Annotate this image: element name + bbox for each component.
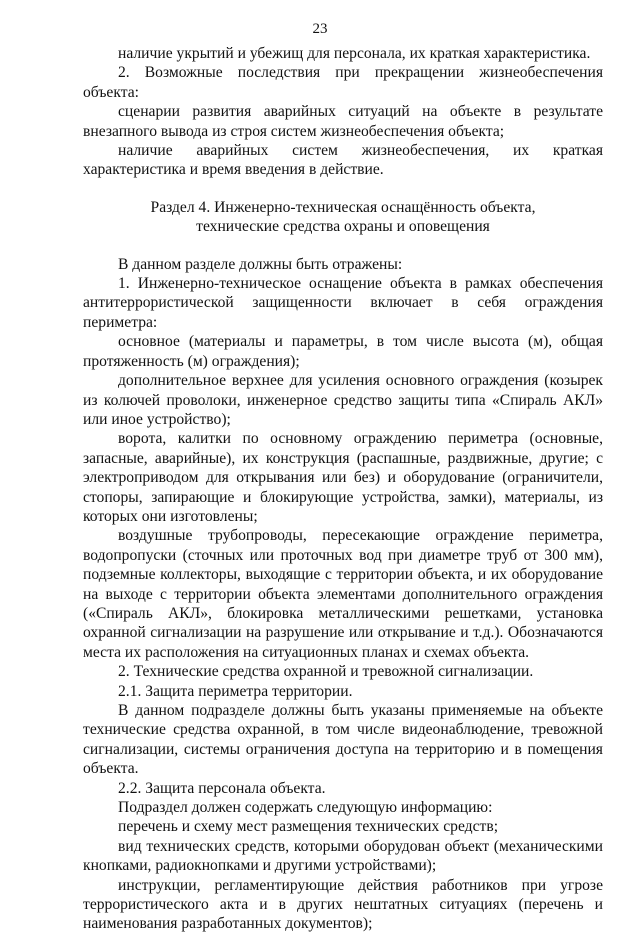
section-heading-line: технические средства охраны и оповещения bbox=[196, 218, 490, 236]
paragraph: сценарии развития аварийных ситуаций на объекте в результате внезапного вывода из строя систем жизнеобеспечения объекта; bbox=[83, 103, 603, 140]
paragraph: воздушные трубопроводы, пересекающие ограждение периметра, водопропуски (сточных или проточных вод при диаметре труб от 300 мм), подземные коллекторы, выходящие с территории объекта, и их оборудование на выходе с территории объекта элементами дополнительного ограждения («Спираль АКЛ», блокировка металлическими решетками, установка охранной сигнализации на разрушение или открывание и т.д.). Обозначаются места их расположения на ситуационных планах и схемах объекта. bbox=[83, 527, 603, 661]
paragraph: 2.1. Защита периметра территории. bbox=[118, 682, 353, 700]
section-heading bbox=[83, 198, 603, 237]
paragraph: В данном подразделе должны быть указаны применяемые на объекте технические средства охранной, в том числе видеонаблюдение, тревожной сигнализации, системы ограничения доступа на территорию и в помещения объекта. bbox=[83, 702, 603, 778]
paragraph: наличие укрытий и убежищ для персонала, их краткая характеристика. bbox=[118, 45, 591, 62]
paragraph: В данном разделе должны быть отражены: bbox=[118, 255, 403, 273]
paragraph: перечень и схему мест размещения технических средств; bbox=[118, 818, 499, 836]
document-body bbox=[83, 44, 603, 934]
paragraph: наличие аварийных систем жизнеобеспечения, их краткая характеристика и время введения в действие. bbox=[83, 142, 603, 179]
page-number: 23 bbox=[312, 21, 328, 37]
paragraph: ворота, калитки по основному ограждению периметра (основные, запасные, аварийные), их конструкция (распашные, раздвижные, другие; с электроприводом для открывания или без) и оборудование (ограничители, стопоры, запирающие и блокирующие устройства, замки), материалы, из которых они изготовлены; bbox=[83, 430, 603, 525]
paragraph: 2. Технические средства охранной и тревожной сигнализации. bbox=[118, 663, 534, 681]
paragraph: дополнительное верхнее для усиления основного ограждения (козырек из колючей проволоки, инженерное средство защиты типа «Спираль АКЛ» или иное устройство); bbox=[83, 372, 603, 428]
paragraph: вид технических средств, которыми оборудован объект (механическими кнопками, радиокнопками и другими устройствами); bbox=[83, 837, 603, 875]
paragraph: 1. Инженерно-техническое оснащение объекта в рамках обеспечения антитеррористической защищенности включает в себя ограждения периметра: bbox=[83, 275, 603, 331]
paragraph: Подраздел должен содержать следующую информацию: bbox=[118, 799, 493, 817]
paragraph: 2.2. Защита персонала объекта. bbox=[118, 779, 326, 797]
paragraph: основное (материалы и параметры, в том числе высота (м), общая протяженность (м) ограждения); bbox=[83, 333, 603, 370]
paragraph: 2. Возможные последствия при прекращении жизнеобеспечения объекта: bbox=[83, 64, 603, 101]
paragraph: инструкции, регламентирующие действия работников при угрозе террористического акта и в других нештатных ситуациях (перечень и наименования разработанных документов); bbox=[83, 876, 603, 933]
section-heading-line: Раздел 4. Инженерно-техническая оснащённость объекта, bbox=[150, 198, 536, 216]
